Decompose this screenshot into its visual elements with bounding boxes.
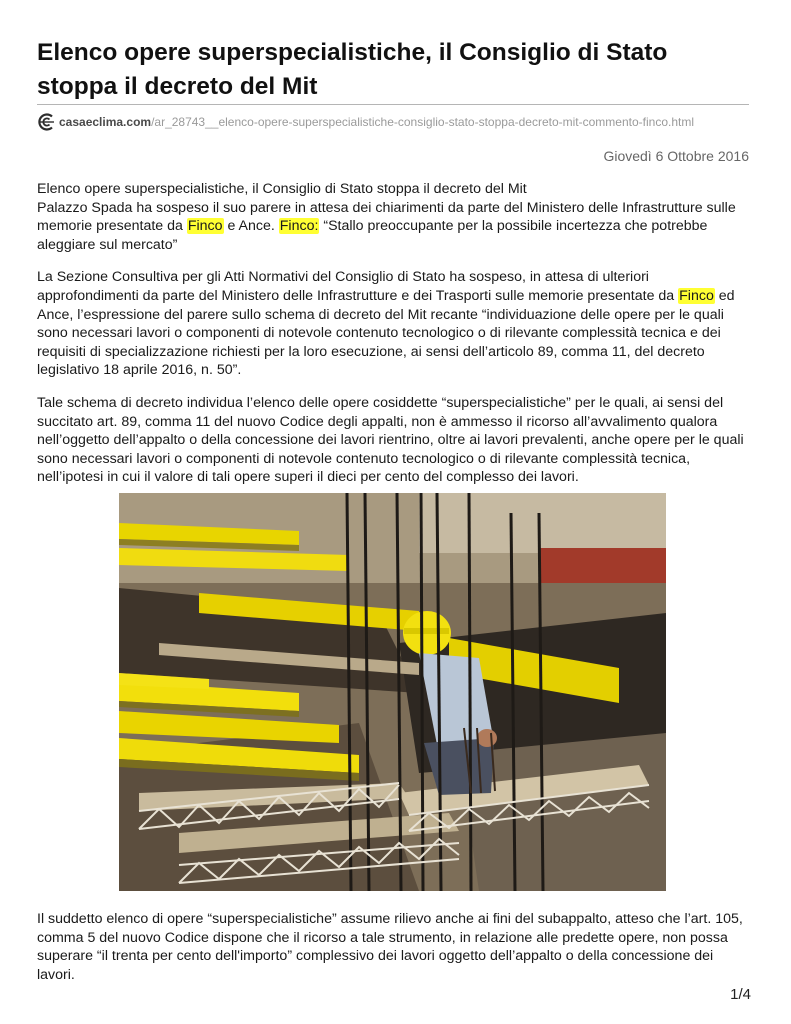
paragraph-text: La Sezione Consultiva per gli Atti Normativi del Consiglio di Stato ha sospeso, in attesa di ulteriori approfondimenti da parte del Ministero delle Infrastrutture e dei Trasporti sulle memorie presentate da: [37, 269, 679, 304]
page-number: 1/4: [730, 986, 751, 1003]
intro-headline: Elenco opere superspecialistiche, il Consiglio di Stato stoppa il decreto del Mit: [37, 181, 527, 197]
casaeclima-logo-icon: [37, 112, 57, 132]
highlight-finco: Finco: [679, 287, 714, 304]
highlight-finco: Finco: [187, 218, 223, 235]
intro-text: Palazzo Spada ha sospeso il suo parere in attesa dei chiarimenti da parte del Ministero delle Infrastrutture sulle memorie presentate da: [37, 199, 736, 235]
body-paragraph: Tale schema di decreto individua l’elenco delle opere cosiddette “superspecialistiche” per le quali, ai sensi del succitato art. 89, comma 11 del nuovo Codice degli appalti, non è ammesso il ricorso all’avvalimento qualora nell’oggetto dell’appalto o della concessione dei lavori rientrino, oltre ai lavori prevalenti, anche opere per le quali sono necessari lavori o componenti di notevole contenuto tecnologico o di rilevante complessità tecnica, nell’ipotesi in cui il valore di tali opere superi il dieci per cento del complesso dei lavori.: [37, 394, 744, 486]
intro-text: e Ance.: [223, 218, 279, 235]
article-date: Giovedì 6 Ottobre 2016: [603, 148, 749, 164]
article-body: [37, 180, 749, 501]
source-site-link[interactable]: casaeclima.com: [59, 115, 152, 129]
construction-site-photo: [119, 493, 666, 891]
construction-photo-illustration: [119, 493, 666, 891]
intro-text: “Stallo preoccupante per la possibile incertezza che potrebbe aleggiare sul mercato”: [37, 218, 708, 253]
title-divider: [37, 104, 749, 105]
paragraph-text: ed Ance, l’espressione del parere sullo schema di decreto del Mit recante “individuazione delle opere per le quali sono necessari lavori o componenti di notevole contenuto tecnologico o di rilevante complessità tecnica e dei requisiti di specializzazione richiesti per la loro esecuzione, ai sensi dell’articolo 89, comma 11, del decreto legislativo 18 aprile 2016, n. 50”.: [37, 287, 735, 379]
final-paragraph: [37, 910, 749, 984]
highlight-finco: Finco:: [279, 218, 319, 235]
source-path-link[interactable]: /ar_28743__elenco-opere-superspecialistiche-consiglio-stato-stoppa-decreto-mit-commento-finco.html: [151, 115, 694, 129]
paragraph-text: Il suddetto elenco di opere “superspecialistiche” assume rilievo anche ai fini del subappalto, atteso che l’art. 105, comma 5 del nuovo Codice dispone che il ricorso a tale strumento, in relazione alle predette opere, non possa superare “il trenta per cento dell'importo” complessivo dei lavori oggetto dell’appalto o della concessione dei lavori.: [37, 911, 743, 983]
body-paragraph: [37, 268, 749, 380]
article-title: Elenco opere superspecialistiche, il Consiglio di Stato stoppa il decreto del Mit: [37, 39, 668, 100]
intro-paragraph: [37, 180, 749, 254]
source-line: [37, 112, 694, 132]
